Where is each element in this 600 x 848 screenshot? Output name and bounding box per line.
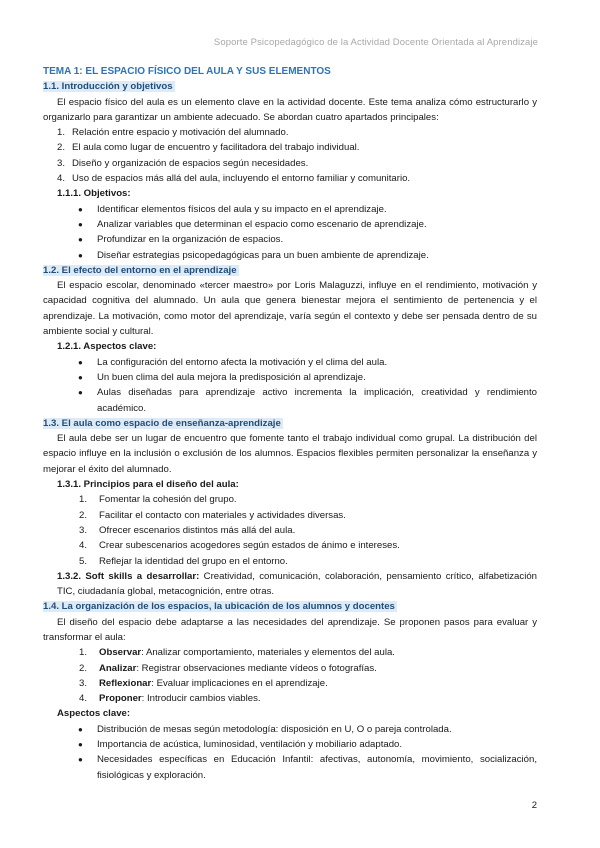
- steps-list: [43, 645, 537, 706]
- list-item: ● La configuración del entorno afecta la motivación y el clima del aula.: [43, 355, 537, 370]
- section-1-4-paragraph: El diseño del espacio debe adaptarse a las necesidades del aprendizaje. Se proponen pasos para evaluar y transformar el aula:: [43, 616, 537, 643]
- list-item: ● Necesidades específicas en Educación Infantil: afectivas, autonomía, movimiento, socialización, fisiológicas y exploración.: [43, 752, 537, 783]
- section-1-1-list: [43, 125, 537, 186]
- list-item: 2. Facilitar el contacto con materiales y actividades diversas.: [79, 509, 346, 521]
- list-item: 5. Reflejar la identidad del grupo en el entorno.: [79, 555, 288, 567]
- section-1-1-intro: El espacio físico del aula es un elemento clave en la actividad docente. Este tema analiza cómo estructurarlo y organizarlo para garantizar un ambiente adecuado. Se abordan cuatro apartados principales:: [43, 96, 537, 123]
- subsection-heading-1-3-1: 1.3.1. Principios para el diseño del aula:: [57, 479, 239, 491]
- document-body: [43, 64, 537, 783]
- list-item: ● Analizar variables que determinan el espacio como escenario de aprendizaje.: [43, 217, 537, 232]
- list-item: 3. Diseño y organización de espacios según necesidades.: [57, 157, 309, 169]
- list-item: ● Aulas diseñadas para aprendizaje activo incrementa la implicación, creatividad y rendimiento académico.: [43, 385, 537, 416]
- list-item: 4. Uso de espacios más allá del aula, incluyendo el entorno familiar y comunitario.: [57, 173, 411, 185]
- bullet-icon: [78, 248, 83, 263]
- bullet-icon: [78, 202, 83, 217]
- section-1-3-paragraph: El aula debe ser un lugar de encuentro que fomente tanto el trabajo individual como grupal. La distribución del espacio influye en la inclusión o exclusión de los alumnos. Espacios flexibles permiten personalizar la enseñanza y mejorar el éxito del alumnado.: [43, 433, 537, 475]
- bullet-icon: [78, 722, 83, 737]
- list-item: 1. Observar: Analizar comportamiento, materiales y elementos del aula.: [79, 647, 395, 659]
- subsection-heading-1-2-1: 1.2.1. Aspectos clave:: [57, 341, 157, 353]
- bullet-icon: [78, 370, 83, 385]
- subsection-heading-1-1-1: 1.1.1. Objetivos:: [57, 188, 131, 200]
- list-item: ● Identificar elementos físicos del aula y su impacto en el aprendizaje.: [43, 202, 537, 217]
- list-item: 1. Fomentar la cohesión del grupo.: [79, 494, 237, 506]
- list-item: 3. Reflexionar: Evaluar implicaciones en el aprendizaje.: [79, 677, 328, 689]
- section-heading-1-1: 1.1. Introducción y objetivos: [43, 81, 173, 93]
- design-principles-list: [43, 492, 537, 568]
- section-heading-1-4: 1.4. La organización de los espacios, la ubicación de los alumnos y docentes: [43, 601, 395, 613]
- list-item: 4. Proponer: Introducir cambios viables.: [79, 693, 261, 705]
- page-number: 2: [531, 800, 537, 811]
- subsection-heading-aspectos-clave: Aspectos clave:: [57, 708, 131, 720]
- list-item: 3. Ofrecer escenarios distintos más allá del aula.: [79, 524, 296, 536]
- list-item: 2. El aula como lugar de encuentro y facilitadora del trabajo individual.: [57, 142, 360, 154]
- key-aspects-list: [43, 355, 537, 416]
- objectives-list: [43, 202, 537, 263]
- section-heading-1-3: 1.3. El aula como espacio de enseñanza-aprendizaje: [43, 417, 281, 429]
- list-item: ● Profundizar en la organización de espacios.: [43, 232, 537, 247]
- list-item: ● Un buen clima del aula mejora la predisposición al aprendizaje.: [43, 370, 537, 385]
- bullet-icon: [78, 385, 83, 400]
- bullet-icon: [78, 217, 83, 232]
- list-item: 1. Relación entre espacio y motivación del alumnado.: [57, 127, 289, 139]
- topic-title: TEMA 1: EL ESPACIO FÍSICO DEL AULA Y SUS ELEMENTOS: [43, 66, 331, 77]
- soft-skills-paragraph: 1.3.2. Soft skills a desarrollar: Creatividad, comunicación, colaboración, pensamiento crítico, alfabetización TIC, ciudadanía global, metacognición, entre otras.: [57, 570, 537, 598]
- list-item: 2. Analizar: Registrar observaciones mediante vídeos o fotografías.: [79, 662, 377, 674]
- bullet-icon: [78, 355, 83, 370]
- list-item: ● Distribución de mesas según metodología: disposición en U, O o pareja controlada.: [43, 722, 537, 737]
- bullet-icon: [78, 232, 83, 247]
- soft-skills-heading: 1.3.2. Soft skills a desarrollar:: [57, 570, 200, 582]
- bullet-icon: [78, 752, 83, 767]
- list-item: ● Importancia de acústica, luminosidad, ventilación y mobiliario adaptado.: [43, 737, 537, 752]
- list-item: 4. Crear subescenarios acogedores según estados de ánimo e intereses.: [79, 540, 400, 552]
- section-heading-1-2: 1.2. El efecto del entorno en el aprendizaje: [43, 264, 237, 276]
- section-1-2-paragraph: El espacio escolar, denominado «tercer maestro» por Loris Malaguzzi, influye en el rendimiento, motivación y capacidad cognitiva del alumnado. Un aula que genera bienestar mejora el sentimiento de pertenencia y el aprendizaje. La motivación, como motor del aprendizaje, varía según el contexto y debe ser pensada dentro de su ambiente social y cultural.: [43, 280, 537, 338]
- list-item: ● Diseñar estrategias psicopedagógicas para un buen ambiente de aprendizaje.: [43, 248, 537, 263]
- bullet-icon: [78, 737, 83, 752]
- key-aspects-list-1-4: [43, 722, 537, 783]
- running-header: Soporte Psicopedagógico de la Actividad Docente Orientada al Aprendizaje: [213, 37, 538, 48]
